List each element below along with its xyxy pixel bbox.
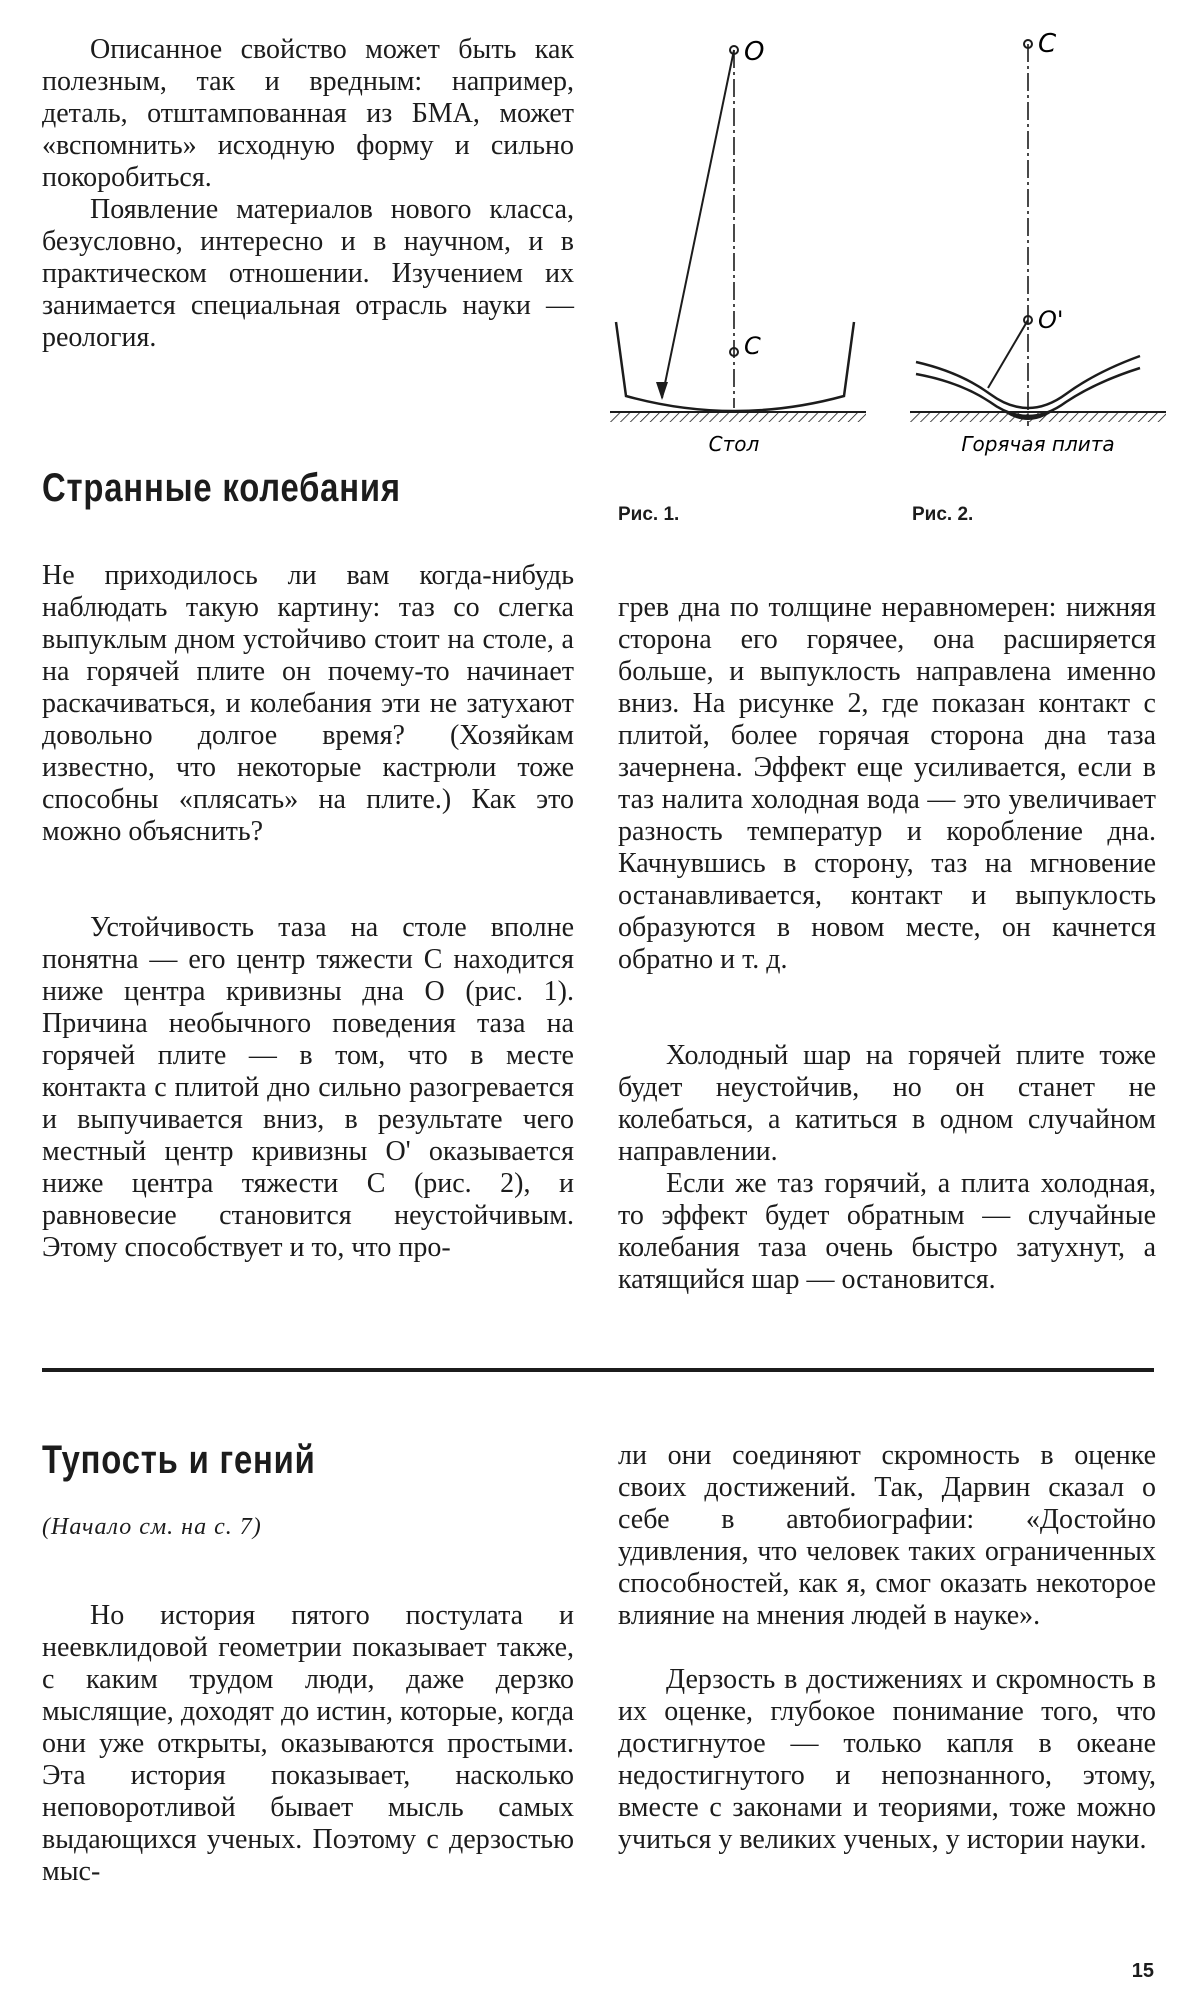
hot-plate-hatching	[910, 413, 1166, 422]
oscillations-right-paragraph-2: Холодный шар на горячей плите тоже будет неустойчив, но он станет не колебаться, а катиться в одном случайном направлении.	[618, 1040, 1156, 1167]
label-point-c: C	[1038, 29, 1057, 59]
genius-right-paragraph-1: ли они соединяют скромность в оценке своих достижений. Так, Дарвин сказал о себе в автобиографии: «Достойно удивления, что человек таких ограниченных способностей, как я, смог оказать некоторое влияние на мнения людей в науке».	[618, 1440, 1156, 1631]
continued-from-note: (Начало см. на с. 7)	[42, 1514, 262, 1540]
table-hatching	[610, 413, 866, 422]
label-table: Стол	[708, 432, 760, 456]
oscillations-left-paragraph-2: Устойчивость таза на столе вполне понятна — его центр тяжести С находится ниже центра кривизны дна О (рис. 1). Причина необычного поведения таза на горячей плите — в том, что в месте контакта с плитой дно сильно разогревается и выпучивается вниз, в результате чего местный центр кривизны О' оказывается ниже центра тяжести С (рис. 2), и равновесие становится неустойчивым. Этому способствует и то, что про-	[42, 912, 574, 1263]
article-title-strange-oscillations: Странные колебания	[42, 466, 401, 510]
radius-arrow	[662, 50, 734, 398]
basin-curved-bottom	[616, 322, 854, 411]
intro-paragraph-2: Появление материалов нового класса, безусловно, интересно и в научном, и в практическом отношении. Изучением их занимается специальная отрасль науки — реология.	[42, 194, 574, 353]
page-number: 15	[1131, 1960, 1154, 1982]
oscillations-right-paragraph-1: грев дна по толщине неравномерен: нижняя сторона его горячее, она расширяется больше, и выпуклость направлена именно вниз. На рисунке 2, где показан контакт с плитой, более горячая сторона дна таза зачернена. Эффект еще усиливается, если в таз налита холодная вода — это увеличивает разность температур и коробление дна. Качнувшись в сторону, таз на мгновение останавливается, контакт и выпуклость образуются в новом месте, он качнется обратно и т. д.	[618, 592, 1156, 975]
article-title-dullness-and-genius: Тупость и гений	[42, 1438, 316, 1482]
arrowhead	[656, 382, 668, 400]
label-point-o: O	[744, 37, 765, 67]
intro-paragraph-1: Описанное свойство может быть как полезным, так и вредным: например, деталь, отштампованная из БМА, может «вспомнить» исходную форму и сильно покоробиться.	[42, 34, 574, 193]
local-radius-line	[988, 320, 1028, 388]
figure-1	[610, 26, 880, 456]
genius-left-paragraph-1: Но история пятого постулата и неевклидовой геометрии показывает также, с каким трудом люди, даже дерзко мыслящие, доходят до истин, которые, когда они уже открыты, оказываются простыми. Эта история показывает, насколько неповоротливой бывает мысль самых выдающихся ученых. Поэтому с дерзостью мыс-	[42, 1600, 574, 1887]
figure-2	[910, 26, 1170, 456]
label-point-o-prime: O'	[1038, 306, 1064, 334]
label-point-c: C	[744, 332, 761, 360]
section-divider	[42, 1368, 1154, 1372]
genius-right-paragraph-2: Дерзость в достижениях и скромность в их оценке, глубокое понимание того, что достигнутое — только капля в океане недостигнутого и непознанного, этому, вместе с законами и теориями, тоже можно учиться у великих ученых, у истории науки.	[618, 1664, 1156, 1855]
label-hot-plate: Горячая плита	[961, 432, 1115, 456]
figure-1-caption: Рис. 1.	[618, 504, 680, 525]
oscillations-right-paragraph-3: Если же таз горячий, а плита холодная, то эффект будет обратным — случайные колебания таза очень быстро затухнут, а катящийся шар — остановится.	[618, 1168, 1156, 1295]
figure-2-caption: Рис. 2.	[912, 504, 974, 525]
oscillations-left-paragraph-1: Не приходилось ли вам когда-нибудь наблюдать такую картину: таз со слегка выпуклым дном устойчиво стоит на столе, а на горячей плите он почему-то начинает раскачиваться, и колебания эти не затухают довольно долгое время? (Хозяйкам известно, что некоторые кастрюли тоже способны «плясать» на плите.) Как это можно объяснить?	[42, 560, 574, 847]
